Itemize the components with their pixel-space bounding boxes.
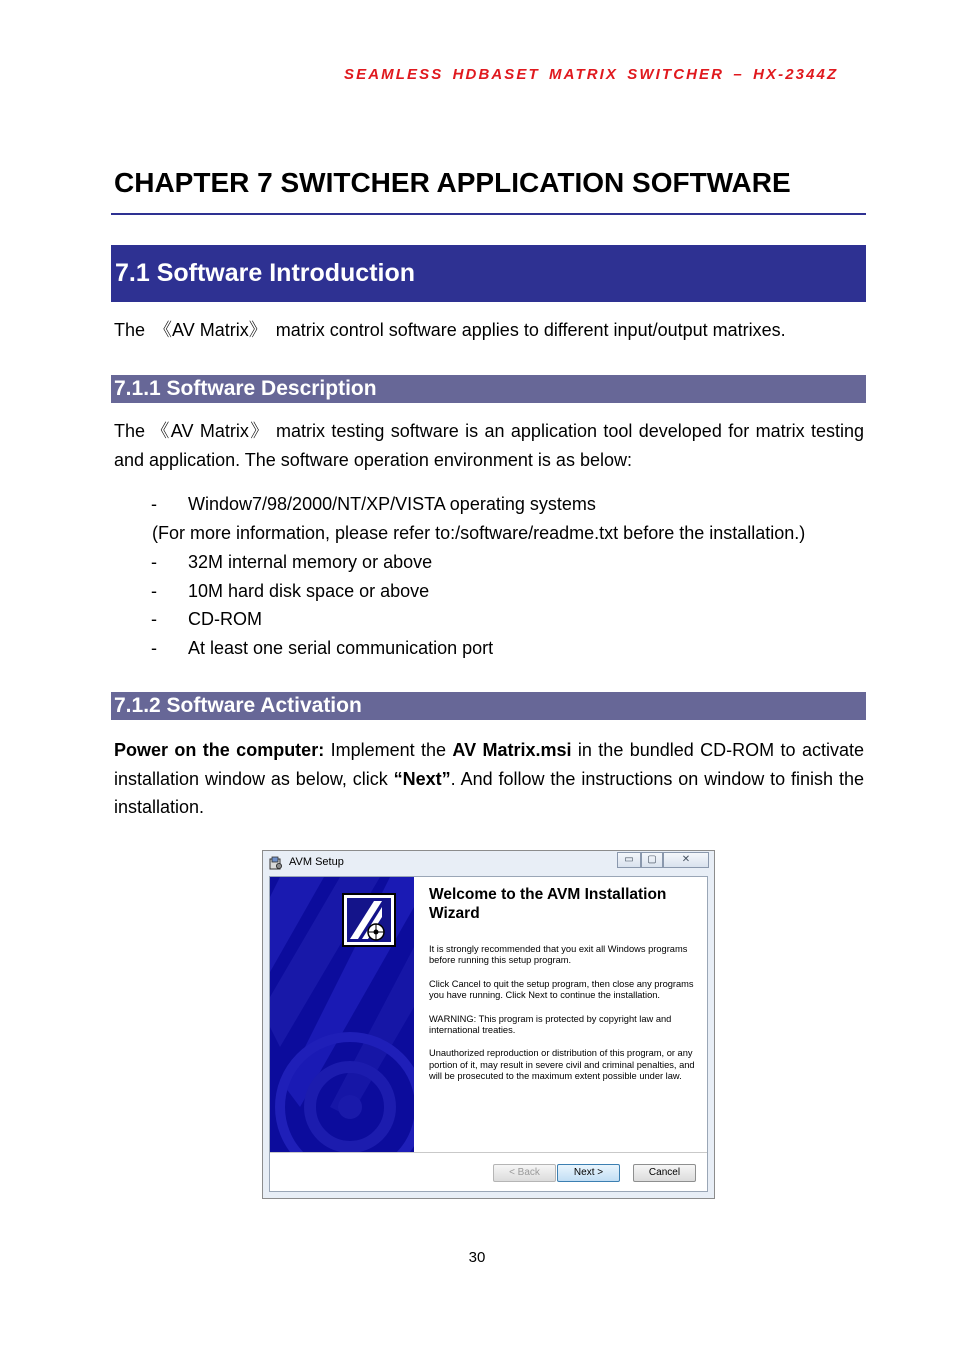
activation-text: . And follow the instructions on window to finish the installation. — [114, 768, 864, 817]
requirement-item: CD-ROM — [188, 609, 262, 629]
wizard-text — [429, 885, 701, 1083]
cancel-button[interactable]: Cancel — [633, 1164, 696, 1182]
section-heading-7-1-2: 7.1.2 Software Activation — [111, 692, 866, 720]
wizard-paragraph: Unauthorized reproduction or distribution of this program, or any portion of it, may result in severe civil and criminal penalties, and will be prosecuted to the maximum extent possible under law. — [429, 1048, 695, 1082]
wizard-paragraph: It is strongly recommended that you exit all Windows programs before running this setup program. — [429, 944, 688, 966]
close-button[interactable]: ✕ — [663, 852, 709, 868]
wizard-paragraph: WARNING: This program is protected by copyright law and international treaties. — [429, 1013, 672, 1036]
list-bullet: - — [151, 638, 157, 658]
wizard-banner-art — [270, 877, 414, 1152]
app-logo — [343, 894, 395, 946]
maximize-button[interactable]: ▢ — [641, 852, 663, 868]
minimize-button[interactable]: ▭ — [617, 852, 641, 868]
installer-filename: AV Matrix.msi — [452, 740, 572, 760]
wizard-paragraph: Click Cancel to quit the setup program, then close any programs you have running. Click Next to continue the installation. — [429, 978, 694, 1001]
activation-paragraph — [114, 736, 864, 822]
window-title: AVM Setup — [289, 856, 344, 868]
setup-icon — [269, 856, 283, 870]
installer-window — [262, 850, 715, 1199]
list-bullet: - — [151, 581, 157, 601]
next-keyword: “Next” — [393, 768, 451, 789]
wizard-banner-graphic — [270, 877, 414, 1152]
intro-text: The — [114, 320, 151, 340]
intro-text-suffix: matrix control software applies to different input/output matrixes. — [270, 320, 786, 340]
chapter-rule — [111, 213, 866, 215]
activation-text: in the bundled CD-ROM to activate installation window as below, click — [114, 740, 864, 789]
section-heading-7-1-1: 7.1.1 Software Description — [111, 375, 866, 403]
page-number: 30 — [468, 1249, 486, 1266]
requirement-note: (For more information, please refer to:/software/readme.txt before the installation.) — [152, 523, 806, 543]
description-paragraph: The 《AV Matrix》 matrix testing software is an application tool developed for matrix testing and application. The software operation environment is as below: — [114, 421, 864, 470]
requirement-item: At least one serial communication port — [188, 638, 494, 658]
product-name: 《AV Matrix》 — [154, 320, 267, 340]
wizard-panel — [269, 876, 708, 1192]
list-bullet: - — [151, 552, 157, 572]
activation-lead: Power on the computer: — [114, 740, 325, 760]
activation-text: Implement the — [324, 740, 453, 760]
window-titlebar[interactable] — [263, 851, 714, 875]
requirement-item: 10M hard disk space or above — [188, 581, 430, 601]
requirement-item: 32M internal memory or above — [188, 552, 433, 572]
requirement-item: Window7/98/2000/NT/XP/VISTA operating systems — [188, 494, 596, 514]
list-bullet: - — [151, 494, 157, 514]
button-separator — [270, 1152, 707, 1153]
back-button[interactable]: < Back — [493, 1164, 556, 1182]
section-heading-7-1: 7.1 Software Introduction — [111, 245, 866, 302]
chapter-title: CHAPTER 7 SWITCHER APPLICATION SOFTWARE — [114, 167, 791, 198]
list-bullet: - — [151, 609, 157, 629]
intro-paragraph — [114, 318, 786, 342]
window-controls — [617, 852, 712, 869]
next-button[interactable]: Next > — [557, 1164, 620, 1182]
wizard-heading: Welcome to the AVM Installation Wizard — [429, 886, 667, 922]
running-header: SEAMLESS HDBASET MATRIX SWITCHER – HX-2344Z — [344, 66, 839, 83]
